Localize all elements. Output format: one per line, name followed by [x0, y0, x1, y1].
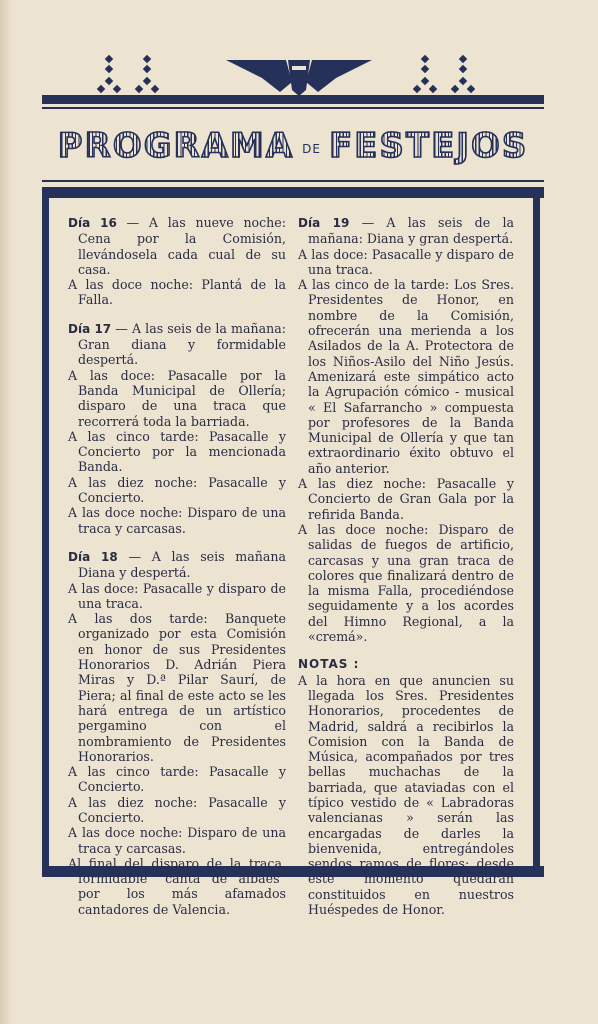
dia18-item: A las doce noche: Disparo de una traca y carcasas. [68, 825, 286, 856]
dia18-entry: Día 18 — A las seis mañana Diana y despertá. [68, 548, 286, 581]
page-edge [0, 0, 12, 1024]
dia16-head: Día 16 [68, 216, 117, 230]
dia19-item: A las doce noche: Disparo de salidas de fuegos de artificio, carcasas y una gran traca de colores que finalizará dentro de la misma Falla, procediéndose seguidamente y a los acordes del Himno Regional, a la «cremá». [298, 521, 514, 645]
dia18-head: Día 18 [68, 549, 118, 564]
title-word-programa: PROGRAMA [57, 126, 295, 166]
dia18-item: A las dos tarde: Banquete organizado por esta Comisión en honor de sus Presidentes Honorarios D. Adrián Piera Miras y D.ª Pilar Saurí, de Piera; al final de este acto se les hará entrega de un artístico pergamino con el nombramiento de Presidentes Honorarios. [68, 611, 286, 764]
dia16-entry: Día 16 — A las nueve noche: Cena por la Comisión, llevándosela cada cual de su casa. [68, 215, 286, 277]
notas-item: A la hora en que anuncien su llegada los Sres. Presidentes Honorarios, procedentes de Madrid, saldrá a recibirlos la Comision con la Banda de Música, acompañados por tres bellas muchachas de la barriada, que ataviadas con el típico vestido de « Labradoras valencianas » serán las encargadas de darles la bienvenida, entregándoles sendos ramos de flores; desde este momento quedarán constituidos en nuestros Huéspedes de Honor. [298, 672, 514, 918]
title-connector: DE [302, 142, 321, 156]
dia19-item: A las doce: Pasacalle y disparo de una traca. [298, 246, 514, 277]
dia19-item: A las cinco de la tarde: Los Sres. Presidentes de Honor, en nombre de la Comisión, ofrecerán una merienda a los Asilados de la A. Protectora de los Niños-Asilo del Niño Jesús. Amenizará este simpático acto la Agrupación cómico - musical « El Safarrancho » compuesta por profesores de la Banda Municipal de Ollería y que tan extraordinario éxito obtuvo el año anterior. [298, 277, 514, 476]
dia19-entry: Día 19 — A las seis de la mañana: Diana y gran despertá. [298, 215, 514, 247]
dia16-item: A las doce noche: Plantá de la Falla. [68, 277, 286, 308]
dia17-item: A las doce: Pasacalle por la Banda Municipal de Ollería; disparo de una traca que recorrerá toda la barriada. [68, 367, 286, 429]
dia17-item: A las doce noche: Disparo de una traca y carcasas. [68, 505, 286, 536]
dia19-item: A las diez noche: Pasacalle y Concierto de Gran Gala por la refirida Banda. [298, 476, 514, 522]
dots-left-icon [97, 55, 159, 93]
top-band [42, 95, 544, 104]
title-band-thin [42, 180, 544, 182]
header-ornament [0, 52, 598, 98]
title-band [42, 187, 544, 198]
notas-head: NOTAS : [298, 657, 360, 672]
page-title [38, 122, 548, 170]
left-column [68, 215, 286, 917]
dia18-item: A las doce: Pasacalle y disparo de una traca. [68, 580, 286, 611]
right-column [298, 215, 514, 917]
dia17-head: Día 17 [68, 321, 112, 336]
wings-emblem-icon [226, 60, 372, 96]
dia17-entry: Día 17 — A las seis de la mañana: Gran diana y formidable despertá. [68, 320, 286, 368]
dia18-item: A las diez noche: Pasacalle y Concierto. [68, 794, 286, 825]
dia18-item: A las cinco tarde: Pasacalle y Concierto. [68, 764, 286, 795]
top-band-thin [42, 107, 544, 109]
title-word-festejos: FESTEJOS [328, 126, 529, 166]
dots-right-icon [413, 55, 475, 93]
dia18-item: Al final del disparo de la traca, formidable “cantá de albaes“ por los más afamados cantadores de Valencia. [68, 855, 286, 917]
dia17-item: A las diez noche: Pasacalle y Concierto. [68, 474, 286, 506]
dia17-item: A las cinco tarde: Pasacalle y Concierto por la mencionada Banda. [68, 428, 286, 475]
dia19-head: Día 19 [298, 216, 350, 230]
